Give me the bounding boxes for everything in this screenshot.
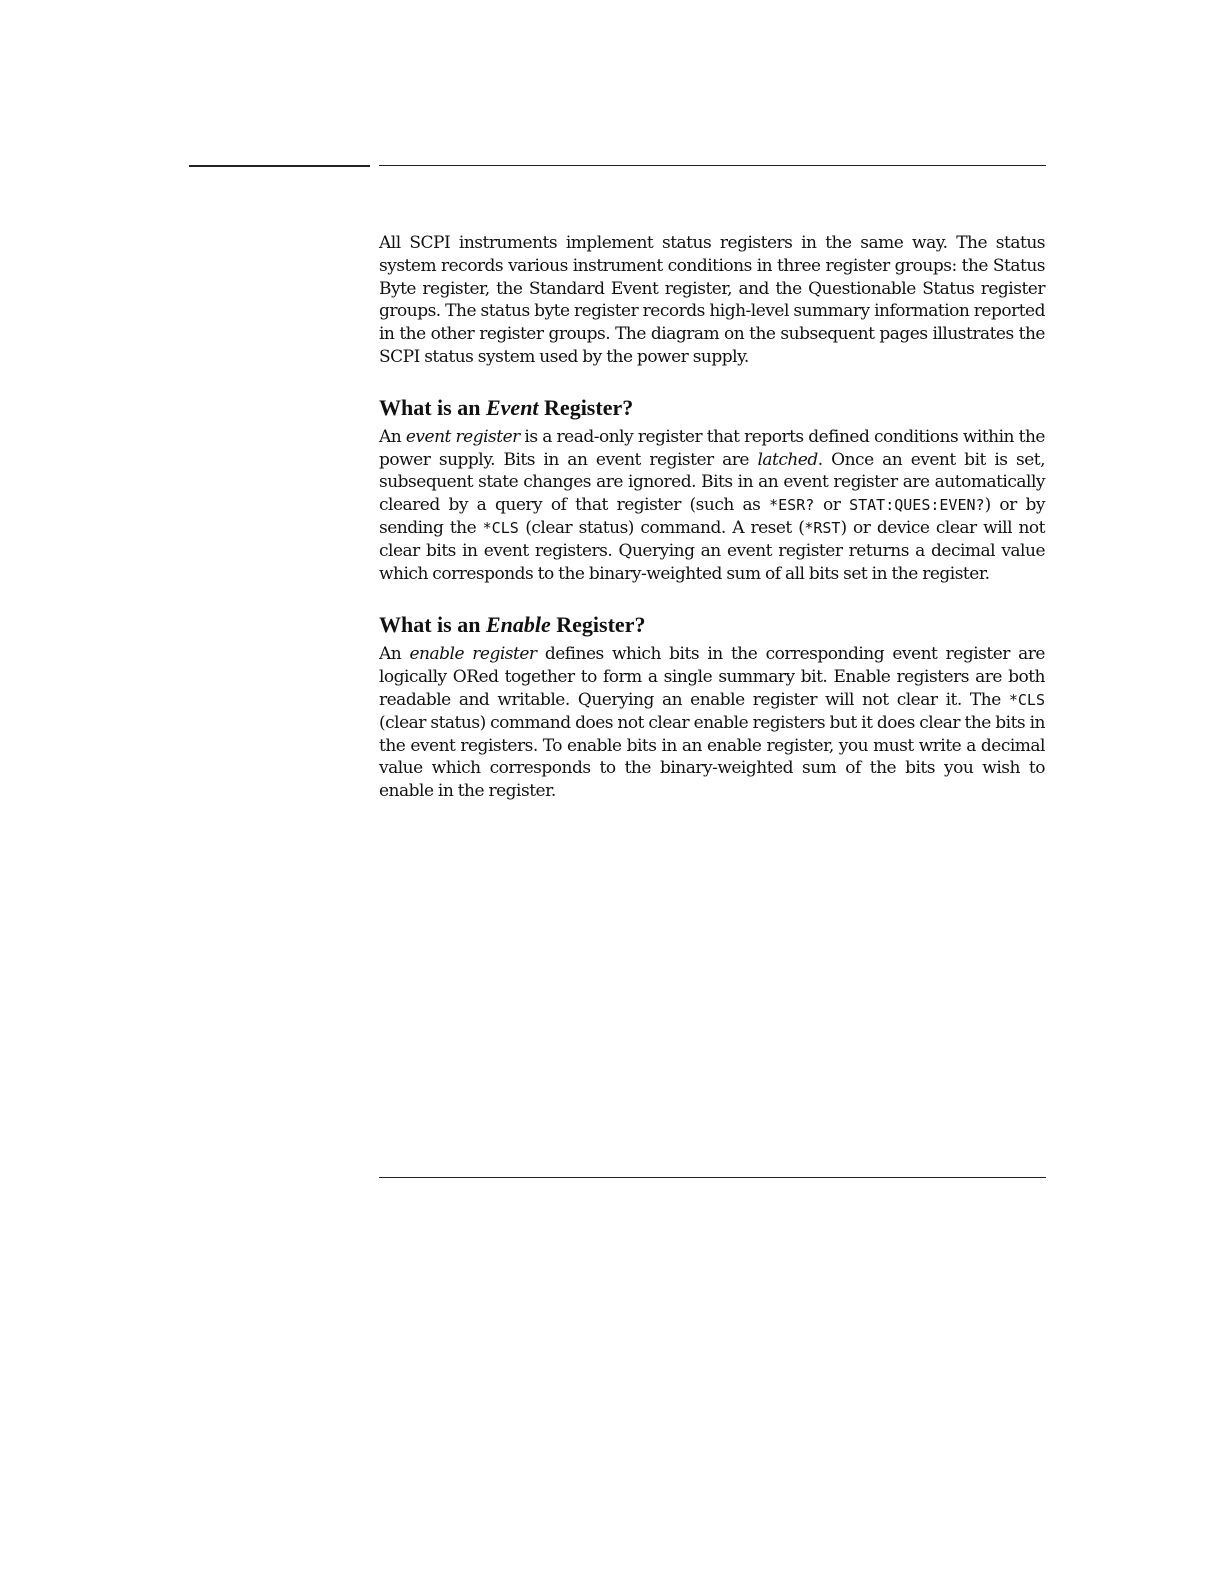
enable-text-3: (clear status) command does not clear enable registers but it does clear the bits in the event registers. To enable bits in an enable register, you must write a decimal value which corresponds to the binary-weighted sum of the bits you wish to enable in the register.	[379, 712, 1045, 802]
event-text-5: ) or by sending the	[379, 495, 1045, 538]
footer-rule	[379, 1177, 1046, 1178]
rst-command: *RST	[804, 518, 841, 537]
cls-command: *CLS	[482, 518, 519, 537]
enable-register-heading	[379, 612, 1045, 638]
page-content	[379, 232, 1045, 803]
event-text-3: . Once an event bit is set, subsequent state changes are ignored. Bits in an event register are automatically cleared by a query of that register (such as	[379, 449, 1045, 516]
event-text-6: (clear status) command. A reset (	[518, 517, 805, 538]
esr-command: *ESR?	[769, 496, 815, 515]
enable-heading-emphasis: Enable	[485, 612, 551, 638]
event-text-2: is a read-only register that reports defined conditions within the power supply. Bits in an event register are	[379, 426, 1045, 470]
event-text-4: or	[814, 495, 850, 516]
header-rule-right	[379, 165, 1046, 166]
event-register-heading	[379, 395, 1045, 421]
intro-paragraph: All SCPI instruments implement status registers in the same way. The status system records various instrument conditions in three register groups: the Status Byte register, the Standard Event register, and the Questionable Status register groups. The status byte register records high-level summary information reported in the other register groups. The diagram on the subsequent pages illustrates the SCPI status system used by the power supply.	[379, 233, 1045, 367]
event-text-1: An	[379, 426, 406, 447]
enable-text-2: defines which bits in the corresponding event register are logically ORed together to form a single summary bit. Enable registers are both readable and writable. Querying an enable register will not clear it. The	[379, 644, 1045, 710]
latched-term: latched	[757, 449, 818, 470]
enable-heading-prefix: What is an	[379, 612, 486, 638]
enable-register-paragraph	[379, 643, 1045, 803]
event-heading-emphasis: Event	[485, 394, 539, 420]
enable-text-1: An	[379, 644, 410, 665]
stat-ques-even-command: STAT:QUES:EVEN?	[849, 496, 985, 515]
event-text-7: ) or device clear will not clear bits in event registers. Querying an event register returns a decimal value which corresponds to the binary-weighted sum of all bits set in the register.	[379, 517, 1045, 584]
header-rule-left	[189, 165, 370, 167]
cls-command-enable: *CLS	[1008, 690, 1045, 709]
enable-heading-suffix: Register?	[550, 612, 646, 638]
event-heading-suffix: Register?	[538, 394, 634, 420]
event-register-term: event register	[405, 426, 520, 447]
event-heading-prefix: What is an	[379, 394, 486, 420]
event-register-paragraph	[379, 426, 1045, 586]
enable-register-term: enable register	[409, 644, 537, 665]
